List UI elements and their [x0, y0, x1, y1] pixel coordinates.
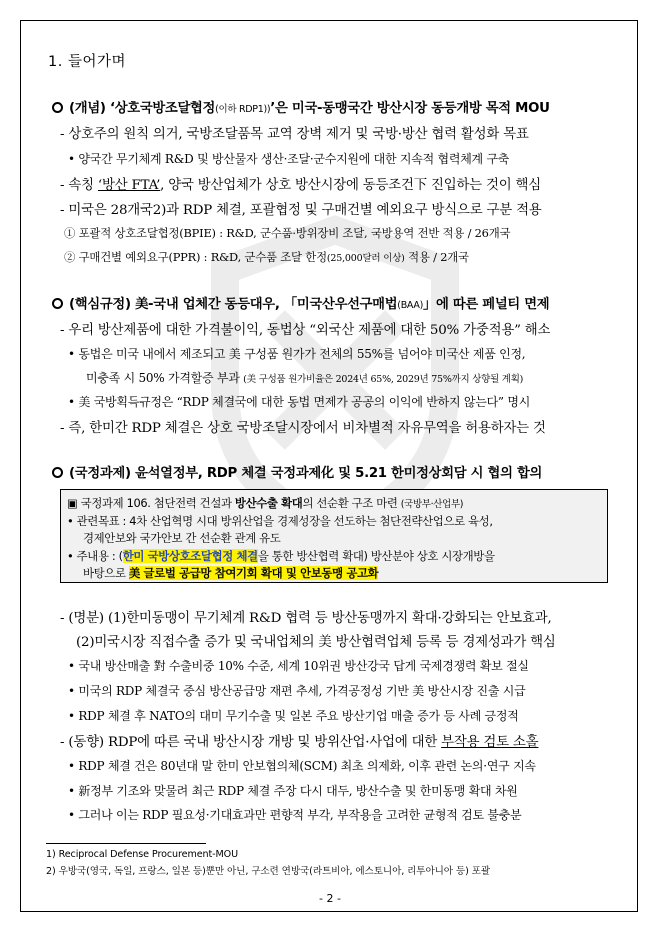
s2-line-3-small: (美 구성품 원가비율은 2024년 65%, 2029년 75%까지 상향될 계획) — [243, 374, 524, 385]
s1-title-a: (개념) ‘상호국방조달협정 — [69, 101, 216, 116]
s3-line-9: • 그러나 이는 RDP 필요성·기대효과만 편향적 부각, 부작용을 고려한 균형적 검토 불충분 — [68, 808, 522, 822]
s2-title-small: (BAA) — [397, 300, 423, 311]
box-line-5-highlight: 美 글로벌 공급망 참여기회 확대 및 안보동맹 공고화 — [128, 566, 379, 580]
s1-title-small: (이하 RDP1)) — [215, 104, 271, 115]
box-line-2: • 관련목표 : 4차 산업혁명 시대 방위산업을 경제성장을 선도하는 첨단전략산업으로 육성, — [67, 514, 493, 528]
footnote-rule — [46, 843, 206, 844]
s2-line-3 — [86, 369, 523, 386]
section-heading: 1. 들어가며 — [48, 54, 126, 70]
s2-line-2: • 동법은 미국 내에서 제조되고 美 구성품 원가가 전체의 55%를 넘어야 미국산 제품 인정, — [68, 347, 526, 361]
s1-line-6-small: (25,000달러 이상) — [326, 253, 405, 264]
s3-line-6-underline: 부작용 검토 소홀 — [441, 735, 539, 750]
s3-line-7: • RDP 체결 건은 80년대 말 한미 안보협의체(SCM) 최초 의제화, 이후 관련 논의·연구 지속 — [68, 759, 536, 773]
s2-line-4: • 美 국방획득규정은 “RDP 체결국에 대한 동법 면제가 공공의 이익에 반하지 않는다” 명시 — [68, 395, 531, 409]
box-line-1 — [67, 495, 463, 511]
s2-line-5: - 즉, 한미간 RDP 체결은 상호 국방조달시장에서 비차별적 자유무역을 허용하자는 것 — [60, 421, 546, 436]
s1-line-2: • 양국간 무기체계 R&D 및 방산물자 생산·조달·군수지원에 대한 지속적 협력체계 구축 — [68, 152, 510, 166]
s2-line-3-a: 미충족 시 50% 가격할증 부과 — [86, 371, 244, 385]
s2-title-b: 」에 따른 페널티 면제 — [422, 297, 550, 312]
policy-task-box — [60, 489, 608, 583]
s3-line-2: (2)미국시장 직접수출 증가 및 국내업체의 美 방산협력업체 등록 등 경제성과가 핵심 — [76, 635, 556, 650]
page-number: - 2 - — [319, 892, 341, 905]
s1-line-3 — [60, 174, 541, 193]
s1-line-6-a: ② 구매건별 예외요구(PPR) : R&D, 군수품 조달 한정 — [64, 250, 327, 264]
s3-line-6-a: - (동향) RDP에 따른 국내 방산시장 개방 및 방위산업·사업에 대한 — [60, 735, 442, 750]
s3-title-text: (국정과제) 윤석열정부, RDP 체결 국정과제化 및 5.21 한미정상회담 시 협의 합의 — [69, 466, 543, 481]
section-3-title — [52, 462, 542, 481]
box-line-4-a: • 주내용 : ( — [67, 549, 123, 563]
box-line-1-small: (국방부·산업부) — [400, 499, 464, 510]
s3-line-3: • 국내 방산매출 對 수출비중 10% 수준, 세계 10위권 방산강국 답게 국제경쟁력 확보 절실 — [68, 659, 529, 673]
s3-line-6 — [60, 731, 538, 750]
box-line-1-b: 의 선순환 구조 마련 — [302, 496, 401, 510]
box-line-5-a: 바탕으로 — [83, 566, 129, 580]
s2-title-a: (핵심규정) 美-국내 업체간 동등대우, 「미국산우선구매법 — [69, 297, 398, 312]
s1-line-6 — [64, 249, 469, 265]
box-line-1-bold: 방산수출 확대 — [234, 496, 303, 510]
box-line-3: 경제안보와 국가안보 간 선순환 관계 유도 — [83, 531, 281, 545]
s3-line-8: • 新정부 기조와 맞물려 최근 RDP 체결 주장 다시 대두, 방산수출 및 한미동맹 확대 차원 — [68, 784, 518, 798]
s1-line-3-b: , 양국 방산업체가 상호 방산시장에 동등조건下 진입하는 것이 핵심 — [160, 178, 541, 193]
box-line-5 — [83, 565, 378, 581]
box-line-4-b: 을 통한 방산협력 확대) 방산분야 상호 시장개방을 — [257, 549, 495, 563]
s1-line-5: ① 포괄적 상호조달협정(BPIE) : R&D, 군수품·방위장비 조달, 국방용역 전반 적용 / 26개국 — [64, 226, 511, 240]
ring-bullet-icon — [52, 298, 63, 309]
s3-line-4: • 미국의 RDP 체결국 중심 방산공급망 재편 추세, 가격공정성 기반 美 방산시장 진출 시급 — [68, 684, 526, 698]
s1-line-6-b: 적용 / 2개국 — [404, 250, 469, 264]
s1-line-3-underline: ‘방산 FTA’ — [97, 178, 161, 193]
s3-line-5: • RDP 체결 후 NATO의 대미 무기수출 및 일본 주요 방산기업 매출 증가 등 사례 긍정적 — [68, 709, 519, 723]
footnote-2: 2) 우방국(영국, 독일, 프랑스, 일본 등)뿐만 아닌, 구소련 연방국(라트비아, 에스토니아, 리투아니아 등) 포괄 — [46, 866, 491, 877]
ring-bullet-icon — [52, 467, 63, 478]
s1-line-3-a: - 속칭 — [60, 178, 98, 193]
s1-title-b: ’은 미국-동맹국간 방산시장 동등개방 목적 MOU — [270, 101, 550, 116]
section-1-title — [52, 97, 550, 116]
s1-line-1: - 상호주의 원칙 의거, 국방조달품목 교역 장벽 제거 및 국방·방산 협력 활성화 목표 — [60, 127, 529, 142]
s2-line-1: - 우리 방산제품에 대한 가격불이익, 동법상 “외국산 제품에 대한 50% 가중적용” 해소 — [60, 323, 551, 338]
s1-line-4: - 미국은 28개국2)과 RDP 체결, 포괄협정 및 구매건별 예외요구 방식으로 구분 적용 — [60, 203, 542, 218]
box-line-4-highlight: 한미 국방상호조달협정 체결 — [122, 549, 258, 563]
s3-line-1: - (명분) (1)한미동맹이 무기체계 R&D 협력 등 방산동맹까지 확대·강화되는 안보효과, — [60, 611, 552, 626]
footnote-1: 1) Reciprocal Defense Procurement-MOU — [46, 849, 239, 860]
ring-bullet-icon — [52, 102, 63, 113]
section-2-title — [52, 293, 549, 312]
box-line-4 — [67, 548, 495, 564]
box-line-1-a: ▣ 국정과제 106. 첨단전력 건설과 — [67, 496, 235, 510]
